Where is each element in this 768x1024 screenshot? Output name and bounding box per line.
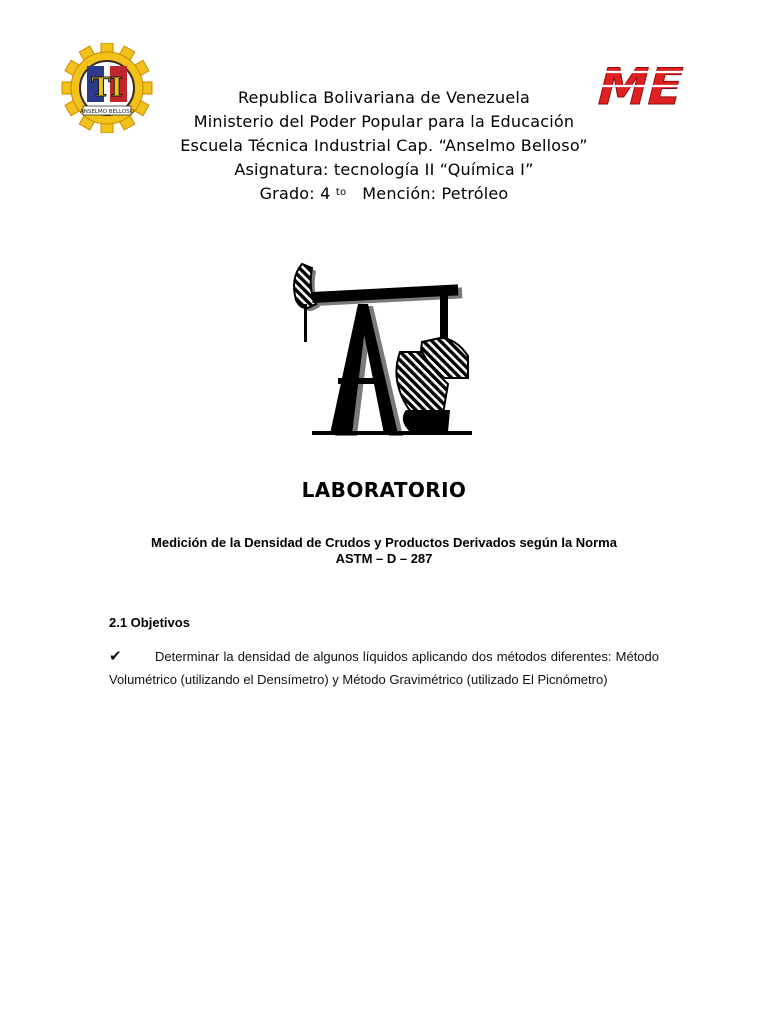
page-title: LABORATORIO [301,478,467,502]
subtitle-line-2: ASTM – D – 287 [335,551,433,566]
objective-paragraph [109,645,659,691]
grade-label: Grado: 4 [259,184,331,203]
grade-superscript: to [335,187,347,198]
grade-line [100,182,668,206]
logo-band-text: ANSELMO BELLOSO [79,109,135,115]
section-heading: 2.1 Objetivos [109,615,190,630]
country-line: Republica Bolivariana de Venezuela [237,88,531,107]
oil-pump-jack-icon [272,260,487,438]
objective-text: Determinar la densidad de algunos líquidos aplicando dos métodos diferentes: Método Volumétrico (utilizando el Densímetro) y Método Gravimétrico (utilizado El Picnómetro) [109,649,659,687]
logo-initials: TI [91,73,123,103]
school-line: Escuela Técnica Industrial Cap. “Anselmo Belloso” [180,136,588,155]
mention-label: Mención: Petróleo [362,184,509,203]
subject-line: Asignatura: tecnología II “Química I” [234,160,534,179]
logo-me-text: ME [597,57,687,116]
checkmark-icon: ✔ [109,647,122,665]
subtitle-line-1: Medición de la Densidad de Crudos y Productos Derivados según la Norma [151,535,617,550]
document-subtitle [100,535,668,567]
document-header [100,86,668,206]
ministry-line: Ministerio del Poder Popular para la Educación [193,112,575,131]
